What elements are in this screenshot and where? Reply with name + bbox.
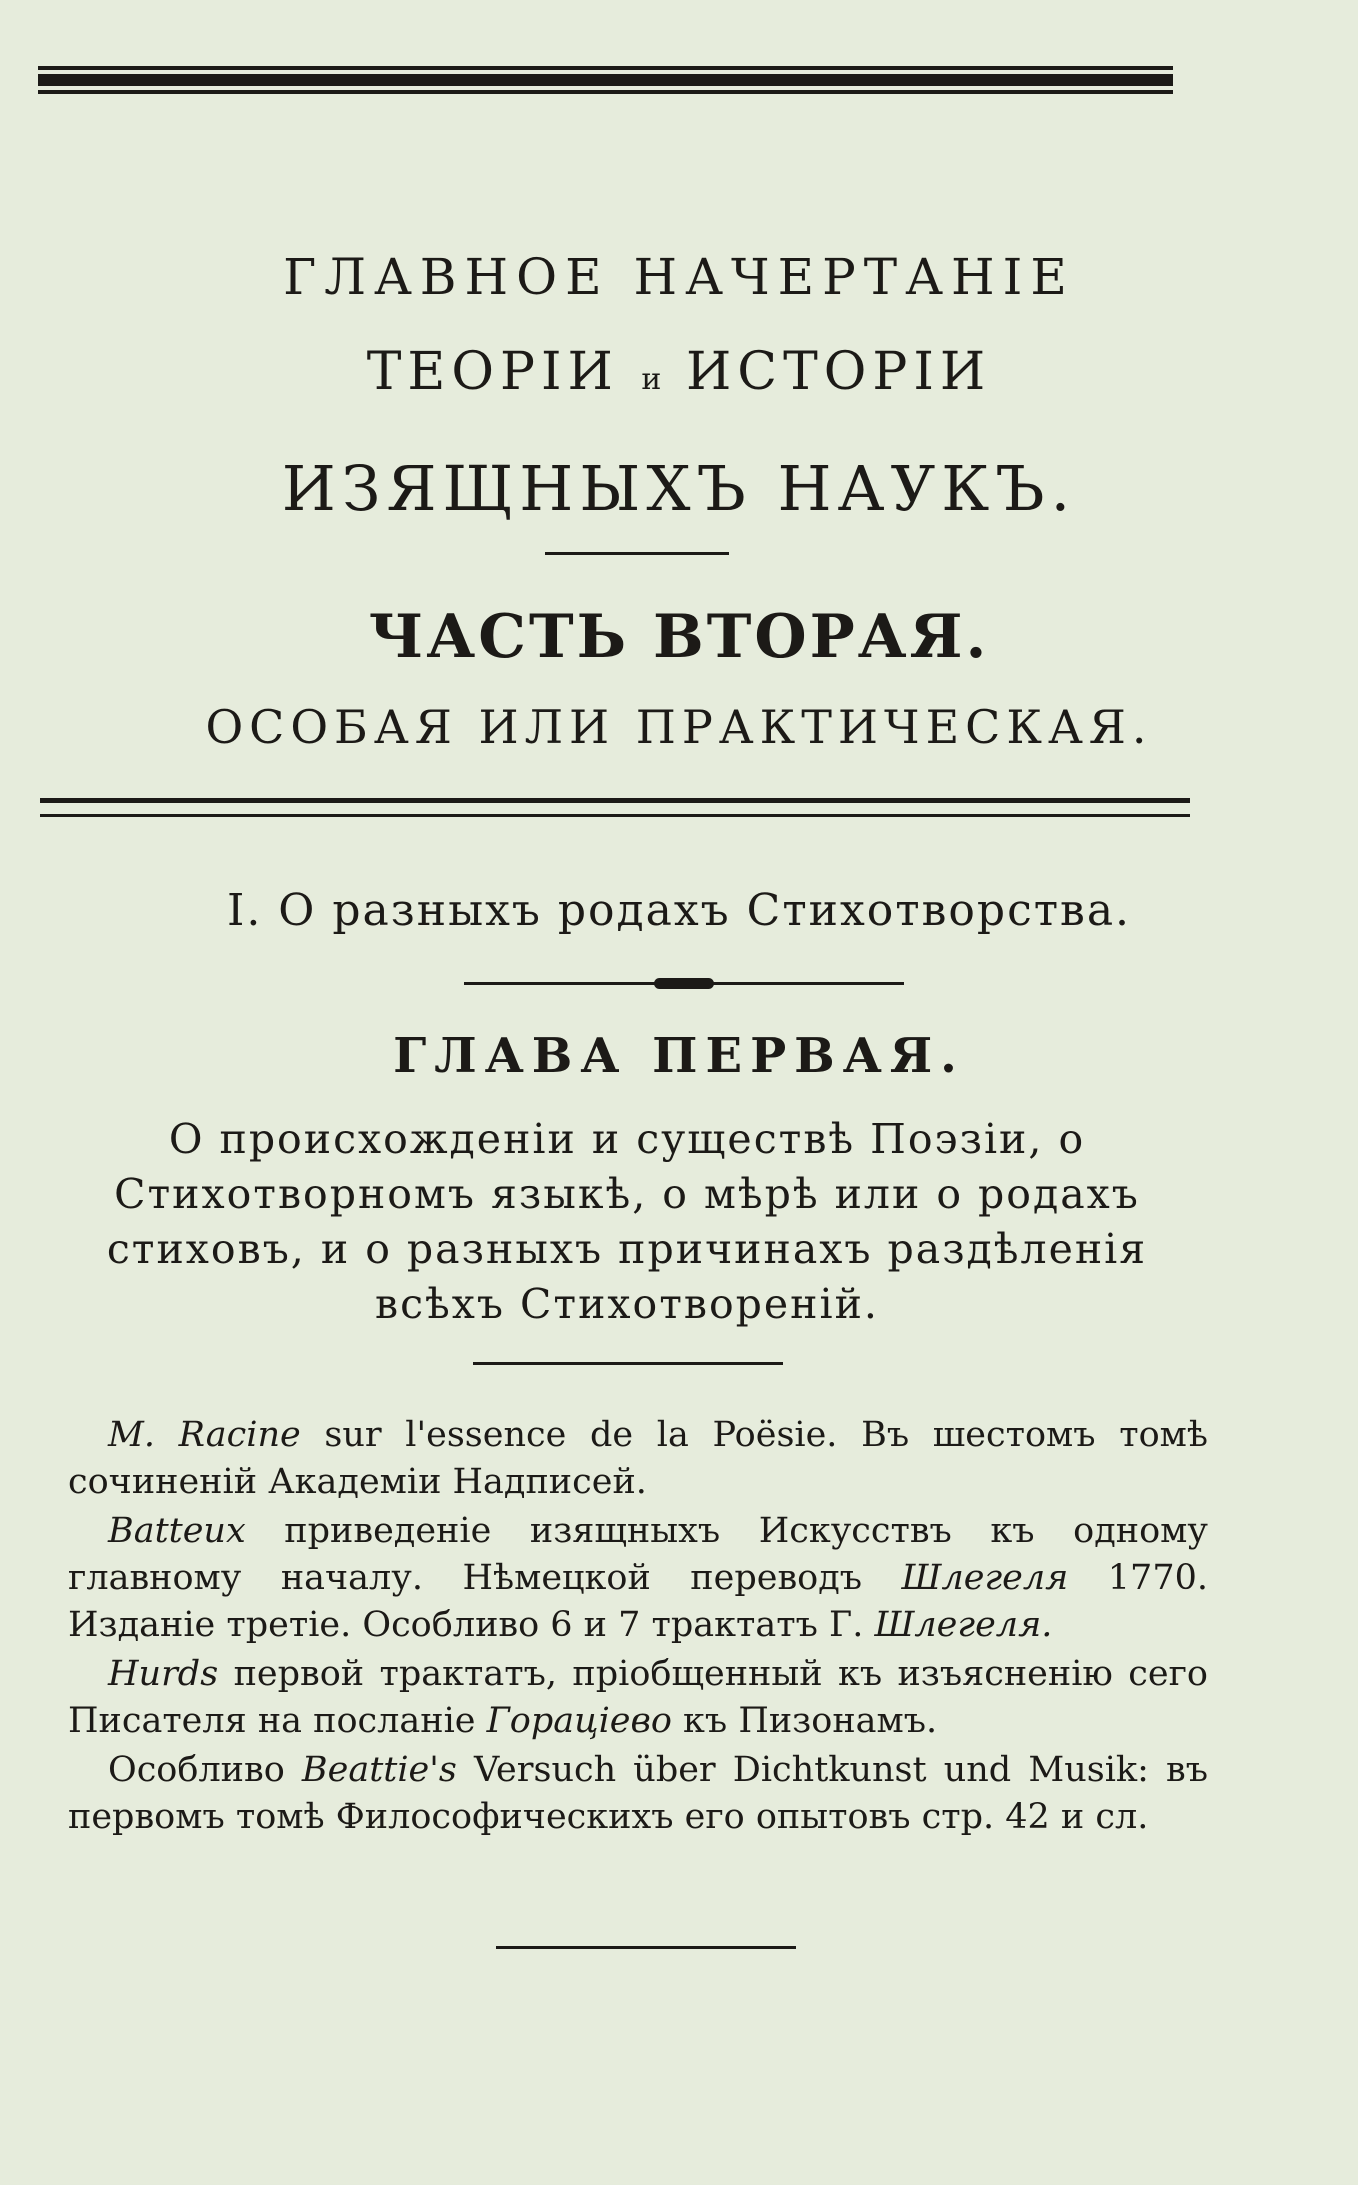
- reference-2: [68, 1508, 1208, 1649]
- references: [68, 1412, 1208, 1843]
- reference-3-author: Hurds: [108, 1654, 219, 1694]
- intro-divider: [473, 1362, 783, 1365]
- double-rule: [40, 796, 1190, 830]
- reference-4-text-b: Versuch über Dichtkunst und Musik: въ первомъ томѣ Философическихъ его опытовъ стр. 42 и сл.: [68, 1750, 1208, 1837]
- reference-2-translator: Шлегеля: [901, 1558, 1069, 1598]
- reference-2-text-b: 1770. Изданіе третіе. Особливо 6 и 7 трактатъ Г.: [68, 1558, 1208, 1645]
- title-line-2-a: ТЕОРІИ: [366, 342, 619, 402]
- reference-4-author: Beattie's: [301, 1750, 457, 1790]
- title-line-2-conj: и: [641, 362, 664, 397]
- reference-4-text-a: Особливо: [108, 1750, 302, 1790]
- top-rule: [38, 66, 1173, 114]
- part-subheading: ОСОБАЯ ИЛИ ПРАКТИЧЕСКАЯ.: [205, 700, 1153, 754]
- reference-1-author: M. Racine: [108, 1415, 301, 1455]
- section-heading: I. О разныхъ родахъ Стихотворства.: [226, 885, 1132, 936]
- reference-1-text: sur l'essence de la Poësie. Въ шестомъ томѣ сочиненій Академіи Надписей.: [68, 1415, 1208, 1502]
- chapter-heading: ГЛАВА ПЕРВАЯ.: [393, 1028, 965, 1084]
- title-divider: [545, 552, 729, 555]
- reference-3: [68, 1651, 1208, 1745]
- title-line-2: [0, 342, 1358, 402]
- ornament-divider: [464, 974, 904, 994]
- title-line-1: ГЛАВНОЕ НАЧЕРТАНІЕ: [283, 248, 1075, 306]
- reference-2-translator-2: Шлегеля.: [874, 1605, 1053, 1645]
- reference-2-text-a: приведеніе изящныхъ Искусствъ къ одному главному началу. Нѣмецкой переводъ: [68, 1511, 1208, 1598]
- bottom-divider: [496, 1946, 796, 1949]
- reference-3-work: Гораціево: [486, 1701, 672, 1741]
- reference-4: [68, 1747, 1208, 1841]
- reference-2-author: Batteux: [108, 1511, 246, 1551]
- part-heading: ЧАСТЬ ВТОРАЯ.: [368, 602, 990, 672]
- title-line-2-b: ИСТОРІИ: [685, 342, 992, 402]
- reference-3-text-b: къ Пизонамъ.: [671, 1701, 938, 1741]
- reference-1: [68, 1412, 1208, 1506]
- reference-3-text-a: первой трактатъ, пріобщенный къ изъясненію сего Писателя на посланіе: [68, 1654, 1208, 1741]
- chapter-intro: О происхожденіи и существѣ Поэзіи, о Стихотворномъ языкѣ, о мѣрѣ или о родахъ стиховъ, и о разныхъ причинахъ раздѣленія всѣхъ Стихотвореній.: [106, 1115, 1148, 1328]
- title-line-3: ИЗЯЩНЫХЪ НАУКЪ.: [281, 452, 1077, 525]
